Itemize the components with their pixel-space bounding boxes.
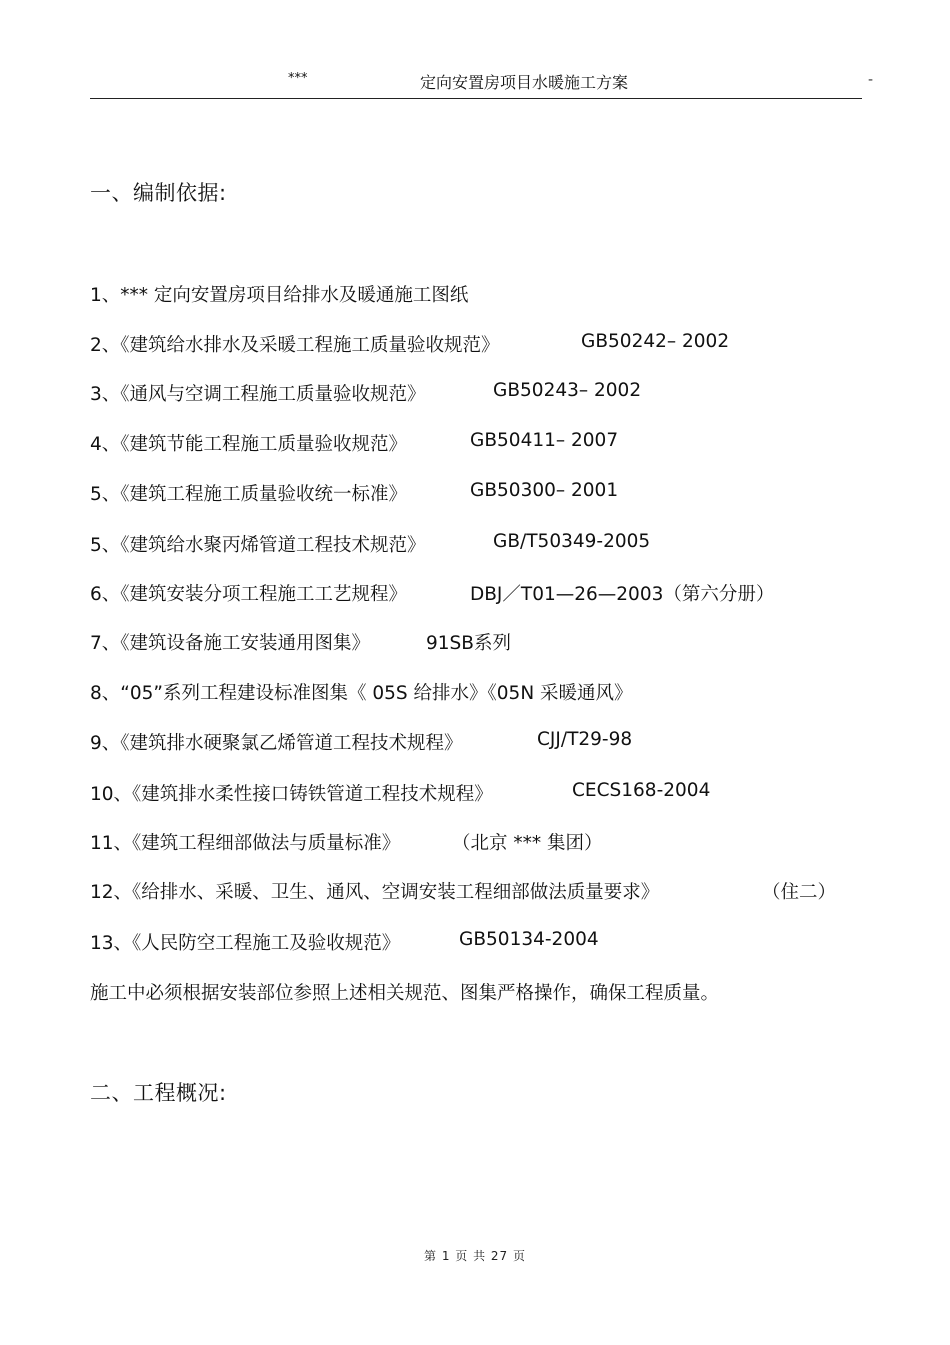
reference-title: 5、《建筑给水聚丙烯管道工程技术规范》 [90,535,426,556]
reference-item-1 [90,281,468,307]
reference-item-13 [90,878,837,904]
reference-title: 11、《建筑工程细部做法与质量标准》 [90,833,401,854]
reference-item-12 [90,829,603,855]
reference-code: （北京 *** 集团） [452,833,603,854]
reference-item-5 [90,480,619,506]
reference-code: GB50243– 2002 [493,380,642,401]
reference-title: 3、《通风与空调工程施工质量验收规范》 [90,384,426,405]
header-title: 定向安置房项目水暖施工方案 [420,73,629,92]
page-header [90,66,862,99]
reference-title: 6、《建筑安装分项工程施工工艺规程》 [90,584,408,605]
reference-code: GB50300– 2001 [470,480,619,501]
reference-code: （住二） [762,882,837,903]
reference-code: CECS168-2004 [572,780,711,801]
reference-title: 5、《建筑工程施工质量验收统一标准》 [90,484,408,505]
reference-title: 8、“05”系列工程建设标准图集《 05S 给排水》《05N 采暖通风》 [90,683,633,704]
reference-code: GB50134-2004 [459,929,599,950]
reference-title: 2、《建筑给水排水及采暖工程施工质量验收规范》 [90,335,500,356]
reference-code: CJJ/T29-98 [537,729,633,750]
reference-item-8 [90,629,511,655]
reference-code: DBJ／T01—26—2003（第六分册） [470,584,775,605]
reference-title: 4、《建筑节能工程施工质量验收规范》 [90,434,408,455]
section2-heading: 二、工程概况: [90,1081,227,1105]
reference-code: GB50242– 2002 [581,331,730,352]
reference-title: 1、*** 定向安置房项目给排水及暖通施工图纸 [90,285,469,306]
reference-title: 7、《建筑设备施工安装通用图集》 [90,633,371,654]
reference-item-14 [90,929,599,955]
reference-item-7 [90,580,775,606]
reference-item-4 [90,430,619,456]
section1-heading: 一、编制依据: [90,181,227,205]
reference-title: 12、《给排水、采暖、卫生、通风、空调安装工程细部做法质量要求》 [90,882,660,903]
reference-code: 91SB系列 [426,633,511,654]
reference-item-10 [90,729,633,755]
reference-item-6 [90,531,651,557]
reference-title: 10、《建筑排水柔性接口铸铁管道工程技术规程》 [90,784,493,805]
reference-item-3 [90,380,642,406]
header-right-mark: - [868,72,874,88]
reference-item-2 [90,331,730,357]
reference-code: GB/T50349-2005 [493,531,651,552]
reference-item-9 [90,679,633,705]
compliance-note: 施工中必须根据安装部位参照上述相关规范、图集严格操作，确保工程质量。 [90,983,720,1004]
reference-title: 13、《人民防空工程施工及验收规范》 [90,933,401,954]
reference-item-11 [90,780,711,806]
page-footer: 第 1 页 共 27 页 [424,1249,526,1263]
reference-title: 9、《建筑排水硬聚氯乙烯管道工程技术规程》 [90,733,463,754]
header-left-mark: *** [288,71,308,86]
reference-code: GB50411– 2007 [470,430,619,451]
